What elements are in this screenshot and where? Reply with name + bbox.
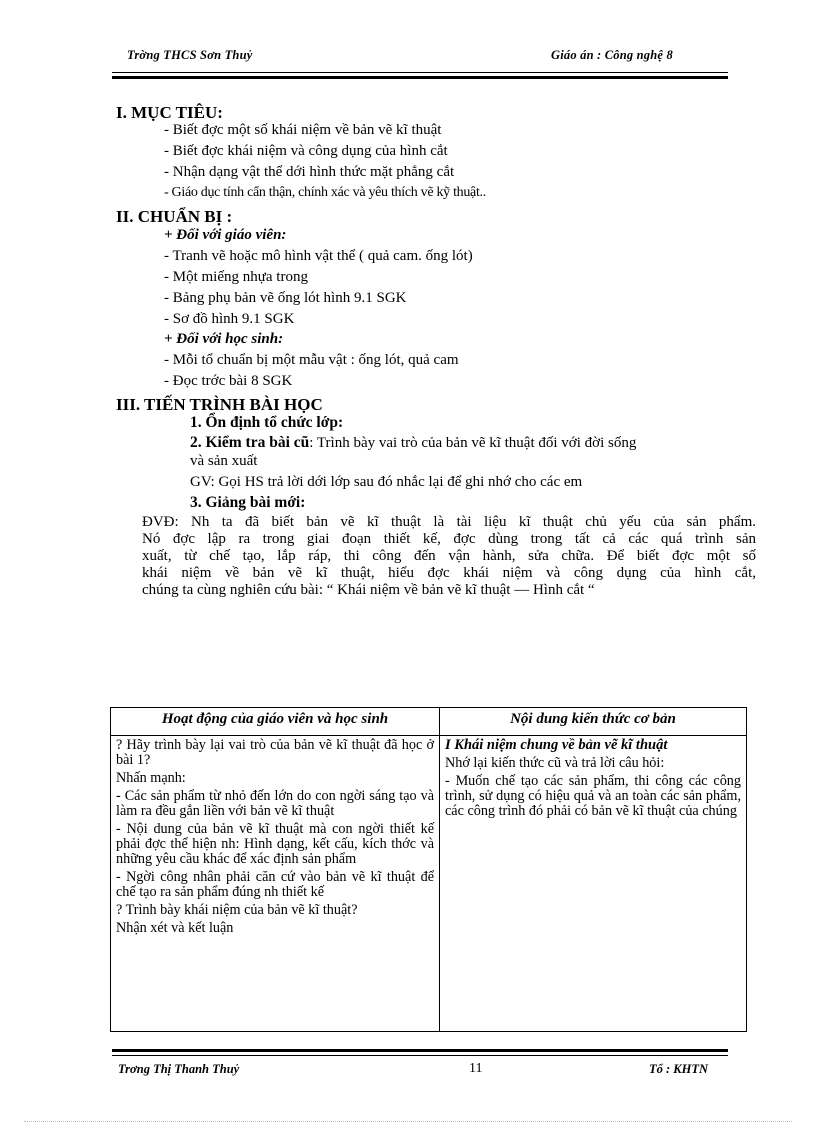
activity-item: ? Hãy trình bày lại vai trò của bản vẽ kĩ thuật đã học ở bài 1? [116,737,434,768]
intro-line: khái niệm về bản vẽ kĩ thuật, hiểu đợc khái niệm và công dụng của hình cắt, [142,565,756,581]
footer-rule-thin [112,1055,728,1056]
lesson-table [110,707,747,1032]
objective-item: - Nhận dạng vật thể dới hình thức mặt phẳng cắt [164,164,455,180]
header-rule-thick [112,76,728,79]
teacher-item: - Tranh vẽ hoặc mô hình vật thể ( quả cam. ống lót) [164,248,473,264]
activity-item: - Ngời công nhân phải căn cứ vào bản vẽ kĩ thuật để chế tạo ra sản phẩm đúng nh thiết kế [116,869,434,900]
teacher-heading: + Đối với giáo viên: [164,227,287,243]
content-cell [440,736,747,1032]
activity-item: ? Trình bày khái niệm của bản vẽ kĩ thuật? [116,902,358,918]
content-heading: I Khái niệm chung về bản vẽ kĩ thuật [445,737,668,753]
footer-author: Trơng Thị Thanh Thuỷ [118,1062,240,1076]
intro-line: Nó đợc lập ra trong giai đoạn thiết kế, đợc dùng trong tất cả các quá trình sản [142,531,756,547]
section-2-title: II. CHUẨN BỊ : [116,207,233,226]
student-item: - Đọc trớc bài 8 SGK [164,373,293,389]
table-row [111,736,747,1032]
intro-line: ĐVĐ: Nh ta đã biết bản vẽ kĩ thuật là tài liệu kĩ thuật chủ yếu của sản phẩm. [142,514,756,530]
section-3-title: III. TIẾN TRÌNH BÀI HỌC [116,395,323,414]
col1-header: Hoạt động của giáo viên và học sinh [111,708,440,736]
step-2-text: : Trình bày vai trò của bản vẽ kĩ thuật đối với đời sống [309,435,637,451]
table-header-row [111,708,747,736]
teacher-item: - Sơ đồ hình 9.1 SGK [164,311,295,327]
activity-cell [111,736,440,1032]
objective-item: - Biết đợc một số khái niệm về bản vẽ kĩ thuật [164,122,442,138]
activity-item: - Nội dung của bản vẽ kĩ thuật mà con ngời thiết kế phải đợc thể hiện nh: Hình dạng, kết cấu, kích thớc và những yêu cầu khác để xác định sản phẩm [116,821,434,867]
step-3: 3. Giảng bài mới: [190,494,306,511]
student-heading: + Đối với học sinh: [164,331,284,347]
header-subject: Giáo án : Công nghệ 8 [551,48,673,62]
activity-item: Nhận xét và kết luận [116,920,234,936]
content-item: - Muốn chế tạo các sản phẩm, thi công các công trình, sử dụng có hiệu quả và an toàn các sản phẩm, các công trình đó phải có bản vẽ kĩ thuật của chúng [445,773,741,819]
header-school: Trờng THCS Sơn Thuỷ [127,48,253,62]
page-number: 11 [469,1061,483,1076]
step-2-label: 2. Kiểm tra bài cũ [190,434,310,451]
step-2-text-cont: và sản xuất [190,453,258,469]
intro-line-last: chúng ta cùng nghiên cứu bài: “ Khái niệm về bản vẽ kĩ thuật — Hình cắt “ [142,582,595,598]
col2-header: Nội dung kiến thức cơ bản [440,708,747,736]
section-1-title: I. MỤC TIÊU: [116,103,223,122]
activity-item: Nhấn mạnh: [116,770,186,786]
step-1: 1. Ổn định tổ chức lớp: [190,414,344,431]
teacher-item: - Bảng phụ bản vẽ ống lót hình 9.1 SGK [164,290,407,306]
footer-group: Tổ : KHTN [649,1062,709,1076]
intro-line: xuất, từ chế tạo, lắp ráp, thi công đến vận hành, sửa chữa. Để biết đợc một số [142,548,756,564]
teacher-item: - Một miếng nhựa trong [164,269,308,285]
gv-line: GV: Gọi HS trả lời dới lớp sau đó nhắc lại để ghi nhớ cho các em [190,474,583,490]
header-rule-thin [112,72,728,73]
content-item: Nhớ lại kiến thức cũ và trả lời câu hỏi: [445,755,665,771]
footer-rule-thick [112,1049,728,1052]
objective-item: - Biết đợc khái niệm và công dụng của hình cắt [164,143,448,159]
student-item: - Mỗi tổ chuẩn bị một mẫu vật : ống lót, quả cam [164,352,459,368]
page-edge [24,1121,792,1122]
activity-item: - Các sản phẩm từ nhỏ đến lớn do con ngời sáng tạo và làm ra đều gắn liền với bản vẽ kĩ thuật [116,788,434,819]
step-2 [190,434,636,452]
objective-item: - Giáo dục tính cẩn thận, chính xác và yêu thích vẽ kỹ thuật.. [164,185,486,200]
